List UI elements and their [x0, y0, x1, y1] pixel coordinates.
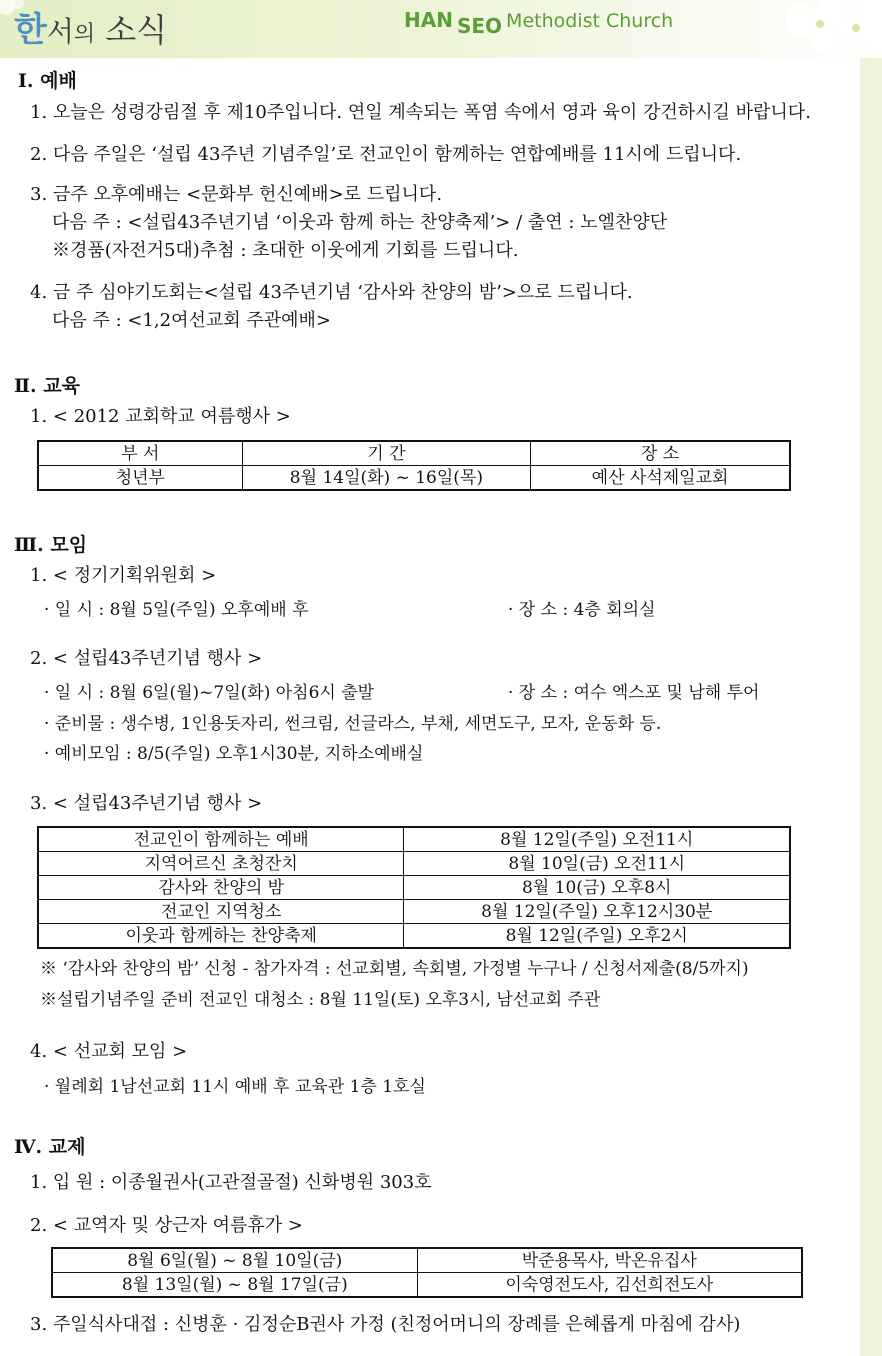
- section-heading-education: Ⅱ. 교육: [14, 375, 80, 397]
- table-cell: 박준용목사, 박온유집사: [417, 1248, 802, 1273]
- table-row: [52, 1273, 802, 1298]
- meeting-item-1: 1. < 정기기획위원회 >: [30, 565, 217, 586]
- table-header-row: [38, 441, 790, 466]
- church-name: [404, 8, 674, 38]
- title-seo: 서: [46, 15, 74, 48]
- education-item-1: 1. < 2012 교회학교 여름행사 >: [30, 406, 291, 427]
- vacation-table: [51, 1247, 803, 1298]
- table-cell: 8월 12일(주일) 오후12시30분: [404, 900, 790, 924]
- church-rest: Methodist Church: [506, 10, 674, 32]
- table-cell: 8월 14일(화) ~ 16일(목): [242, 466, 530, 491]
- clover-decoration-icon: [772, 0, 882, 58]
- meeting-item-1-place: · 장 소 : 4층 회의실: [508, 600, 656, 620]
- worship-item-4: 4. 금 주 심야기도회는<설립 43주년기념 ‘감사와 찬양의 밤’>으로 드립니다.: [30, 282, 633, 303]
- meeting-note-cleaning: ※설립기념주일 준비 전교인 대청소 : 8월 11일(토) 오후3시, 남선교회 주관: [40, 990, 601, 1010]
- table-cell: 전교인 지역청소: [38, 900, 404, 924]
- anniversary-events-table: [37, 826, 791, 949]
- meeting-item-4-detail: · 월례회 1남선교회 11시 예배 후 교육관 1층 1호실: [44, 1077, 426, 1097]
- table-cell: 지역어르신 초청잔치: [38, 852, 404, 876]
- table-cell: 감사와 찬양의 밤: [38, 876, 404, 900]
- worship-item-2: 2. 다음 주일은 ‘설립 43주년 기념주일’로 전교인이 함께하는 연합예배를 11시에 드립니다.: [30, 144, 742, 165]
- table-row: [38, 852, 790, 876]
- meeting-item-2-date: · 일 시 : 8월 6일(월)~7일(화) 아침6시 출발: [44, 683, 375, 703]
- newsletter-title: [14, 2, 167, 51]
- section-heading-fellowship: Ⅳ. 교제: [14, 1136, 86, 1158]
- table-header-cell: 장 소: [531, 441, 790, 466]
- worship-item-4-next: 다음 주 : <1,2여선교회 주관예배>: [52, 310, 332, 331]
- worship-item-3-next: 다음 주 : <설립43주년기념 ‘이웃과 함께 하는 찬양축제’> / 출연 : 노엘찬양단: [52, 212, 668, 233]
- side-strip: [860, 0, 882, 1356]
- title-han: 한: [14, 10, 47, 50]
- fellowship-item-3: 3. 주일식사대접 : 신병훈 · 김정순B권사 가정 (친정어머니의 장례를 은혜롭게 마침에 감사): [30, 1314, 741, 1335]
- fellowship-item-1: 1. 입 원 : 이종월권사(고관절골절) 신화병원 303호: [30, 1172, 432, 1193]
- education-table: [37, 440, 791, 491]
- meeting-item-2-place: · 장 소 : 여수 엑스포 및 남해 투어: [508, 683, 760, 703]
- table-row: [38, 876, 790, 900]
- meeting-item-2: 2. < 설립43주년기념 행사 >: [30, 648, 263, 669]
- table-row: [38, 827, 790, 852]
- meeting-item-3: 3. < 설립43주년기념 행사 >: [30, 793, 263, 814]
- table-cell: 전교인이 함께하는 예배: [38, 827, 404, 852]
- table-cell: 청년부: [38, 466, 242, 491]
- meeting-item-4: 4. < 선교회 모임 >: [30, 1041, 188, 1062]
- table-cell: 8월 12일(주일) 오전11시: [404, 827, 790, 852]
- table-row: [38, 466, 790, 491]
- section-heading-meetings: Ⅲ. 모임: [14, 534, 88, 556]
- fellowship-item-2: 2. < 교역자 및 상근자 여름휴가 >: [30, 1215, 303, 1236]
- title-sosik: 소식: [105, 11, 168, 49]
- section-heading-worship: Ⅰ. 예배: [18, 70, 77, 92]
- header-banner: [0, 0, 882, 58]
- table-row: [38, 924, 790, 949]
- worship-item-3: 3. 금주 오후예배는 <문화부 헌신예배>로 드립니다.: [30, 184, 443, 205]
- table-cell: 8월 13일(월) ~ 8월 17일(금): [52, 1273, 417, 1298]
- table-cell: 8월 10(금) 오후8시: [404, 876, 790, 900]
- table-cell: 8월 6일(월) ~ 8월 10일(금): [52, 1248, 417, 1273]
- meeting-item-2-premeeting: · 예비모임 : 8/5(주일) 오후1시30분, 지하소예배실: [44, 744, 424, 764]
- church-han: HAN: [404, 8, 453, 32]
- meeting-note-registration: ※ ‘감사와 찬양의 밤’ 신청 - 참가자격 : 선교회별, 속회별, 가정별 누구나 / 신청서제출(8/5까지): [40, 959, 749, 979]
- table-cell: 이웃과 함께하는 찬양축제: [38, 924, 404, 949]
- table-row: [38, 900, 790, 924]
- church-seo: SEO: [456, 14, 503, 38]
- table-cell: 이숙영전도사, 김선희전도사: [417, 1273, 802, 1298]
- worship-item-3-note: ※경품(자전거5대)추첨 : 초대한 이웃에게 기회를 드립니다.: [52, 240, 519, 261]
- table-header-cell: 부 서: [38, 441, 242, 466]
- worship-item-1: 1. 오늘은 성령강림절 후 제10주입니다. 연일 계속되는 폭염 속에서 영과 육이 강건하시길 바랍니다.: [30, 102, 811, 123]
- table-row: [52, 1248, 802, 1273]
- table-cell: 8월 10일(금) 오전11시: [404, 852, 790, 876]
- meeting-item-2-supplies: · 준비물 : 생수병, 1인용돗자리, 썬크림, 선글라스, 부채, 세면도구, 모자, 운동화 등.: [44, 714, 662, 734]
- table-header-cell: 기 간: [242, 441, 530, 466]
- table-cell: 8월 12일(주일) 오후2시: [404, 924, 790, 949]
- meeting-item-1-date: · 일 시 : 8월 5일(주일) 오후예배 후: [44, 600, 309, 620]
- table-cell: 예산 사석제일교회: [531, 466, 790, 491]
- title-ui: 의: [73, 22, 96, 47]
